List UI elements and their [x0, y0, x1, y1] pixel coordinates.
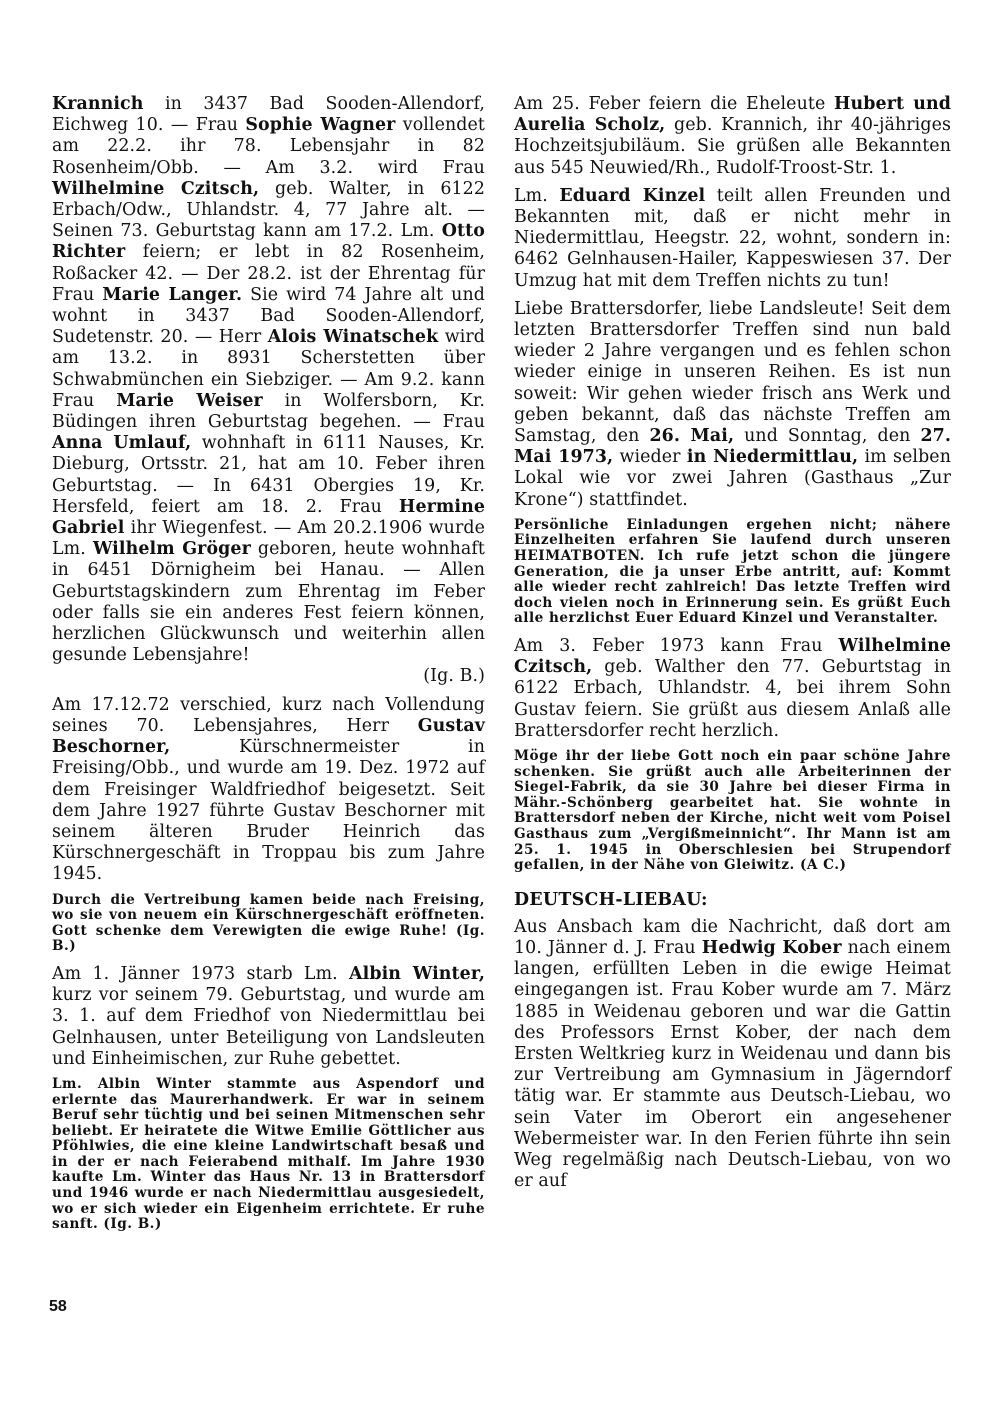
bold-name-text: Gustav Beschorner, [52, 715, 485, 758]
article-paragraph [514, 94, 951, 179]
article-paragraph [514, 749, 951, 874]
paragraph-text: ihr Wiegenfest. — Am 20.2.1906 wurde Lm. [52, 518, 485, 560]
bold-name-text: Krannich [52, 94, 144, 114]
paragraph-text: Lm. Albin Winter stammte aus Aspendorf und erlernte das Maurerhandwerk. Er war in seinem Beruf sehr tüchtig und bei seinen Mitmenschen sehr beliebt. Er heiratete die Witwe Emilie Göttlicher aus Pföhlwies, die eine kleine Landwirtschaft besaß und in der er nach Feierabend mithalf. Im Jahre 1930 kaufte Lm. Winter das Haus Nr. 13 in Brattersdorf und 1946 wurde er nach Niedermittlau ausgesiedelt, wo er sich wieder ein Eigenheim errichtete. Er ruhe sanft. (Ig. B.) [52, 1075, 485, 1233]
bold-name-text: Eduard Kinzel [559, 185, 706, 206]
bold-name-text: Hedwig Kober [701, 937, 842, 958]
paragraph-text: teilt allen Freunden und Bekannten mit, daß er nicht mehr in Niedermittlau, Heegstr. 22, wohnt, sondern in: 6462 Gelnhausen-Hailer, Kappeswiesen 37. Der Umzug hat mit dem Treffen nichts zu tun! [514, 185, 951, 291]
article-paragraph [514, 299, 951, 511]
paragraph-text: Möge ihr der liebe Gott noch ein paar schöne Jahre schenken. Sie grüßt auch alle Arbeiterinnen der Siegel-Fabrik, da sie 30 Jahre bei dieser Firma in Mähr.-Schönberg gearbeitet hat. Sie wohnte in Brattersdorf neben der Kirche, nicht weit vom Poisel Gasthaus zum „Vergißmeinnicht“. Ihr Mann ist am 25. 1. 1945 in Oberschlesien bei Strupendorf gefallen, in der Nähe von Gleiwitz. (A C.) [514, 748, 951, 874]
paragraph-text: feiern; er lebt in 82 Rosenheim, Roßacker 42. — Der 28.2. ist der Ehrentag für Frau [52, 242, 485, 305]
paragraph-text: geb. Walter, in 6122 Erbach/Odw., Uhlandstr. 4, 77 Jahre alt. — Seinen 73. Geburtstag kann am 17.2. Lm. [52, 178, 485, 242]
paragraph-text: geboren, heute wohnhaft in 6451 Dörnigheim bei Hanau. — Allen Geburtstagskindern zum Ehrentag im Feber oder falls sie ein anderes Fest feiern können, herzlichen Glückwunsch und weiterhin allen gesunde Lebensjahre! [52, 539, 485, 666]
paragraph-text: wohnhaft in 6111 Nauses, Kr. Dieburg, Ortsstr. 21, hat am 10. Feber ihren Geburtstag. — In 6431 Obergies 19, Kr. Hersfeld, feiert am 18. 2. Frau [52, 433, 486, 517]
paragraph-text: Durch die Vertreibung kamen beide nach Freising, wo sie von neuem ein Kürschnergeschäft eröffneten. Gott schenke dem Verewigten die ewige Ruhe! (Ig. B.) [52, 891, 485, 955]
bold-name-text: Alois Winatschek [267, 327, 439, 348]
paragraph-text: in Wolfersborn, Kr. Büdingen ihren Geburtstag begehen. — Frau [52, 390, 486, 433]
bold-name-text: DEUTSCH-LIEBAU: [514, 889, 708, 910]
bold-name-text: Wilhelmine Czitsch, [514, 636, 951, 678]
paragraph-text: Lm. [514, 185, 560, 206]
bold-name-text: Albin Winter, [349, 963, 485, 984]
paragraph-text: Am 3. Feber 1973 kann Frau [514, 636, 839, 657]
bold-name-text: Marie Weiser [116, 390, 263, 411]
article-paragraph [514, 917, 951, 1193]
article-paragraph [52, 1077, 485, 1233]
article-paragraph [52, 893, 485, 955]
left-column [52, 94, 485, 1242]
paragraph-text: im selben Lokal wie vor zwei Jahren (Gasthaus „Zur Krone“) stattfindet. [514, 447, 951, 510]
bold-name-text: Sophie Wagner [245, 115, 396, 136]
paragraph-text: Kürschnermeister in Freising/Obb., und wurde am 19. Dez. 1972 auf dem Freisinger Waldfriedhof beigesetzt. Seit dem Jahre 1927 führte Gustav Beschorner mit seinem älteren Bruder Heinrich das Kürschnergeschäft in Troppau bis zum Jahre 1945. [52, 737, 485, 885]
bold-name-text: Anna Umlauf, [52, 433, 192, 454]
bold-name-text: Wilhelm Gröger [92, 539, 251, 560]
article-paragraph [52, 695, 485, 886]
paragraph-text: Am 17.12.72 verschied, kurz nach Vollendung seines 70. Lebensjahres, Herr [52, 694, 485, 736]
paragraph-text: geb. Walther den 77. Geburtstag in 6122 Erbach, Uhlandstr. 4, bei ihrem Sohn Gustav feiern. Sie grüßt aus diesem Anlaß alle Brattersdorfer recht herzlich. [514, 657, 951, 741]
paragraph-text: in 3437 Bad Sooden-Allendorf, Eichweg 10. — Frau [52, 94, 485, 136]
paragraph-text: vollendet am 22.2. ihr 78. Lebensjahr in 82 Rosenheim/Obb. — Am 3.2. wird Frau [52, 115, 485, 178]
bold-name-text: Wilhelmine Czitsch, [52, 178, 260, 199]
paragraph-text: Am 25. Feber feiern die Eheleute [514, 94, 834, 114]
bold-name-text: Hermine Gabriel [52, 496, 485, 539]
paragraph-text: wieder [613, 447, 687, 468]
paragraph-text: wird am 13.2. in 8931 Scherstetten über Schwabmünchen ein Siebziger. — Am 9.2. kann Frau [52, 327, 486, 411]
article-paragraph [52, 964, 485, 1070]
paragraph-text: geb. Krannich, ihr 40-jähriges Hochzeitsjubiläum. Sie grüßen alle Bekannten aus 545 Neuwied/Rh., Rudolf-Troost-Str. 1. [514, 115, 951, 178]
bold-name-text: Otto Richter [52, 221, 485, 263]
right-column [514, 94, 951, 1199]
article-paragraph [52, 94, 485, 688]
paragraph-text: Liebe Brattersdorfer, liebe Landsleute! Seit dem letzten Brattersdorfer Treffen sind nun bald wieder 2 Jahre vergangen und es fehlen schon wieder einige in unseren Reihen. Es ist nun soweit: Wir gehen wieder frisch ans Werk und geben bekannt, daß das nächste Treffen am Samstag, den [514, 298, 951, 447]
paragraph-text: Persönliche Einladungen ergehen nicht; nähere Einzelheiten erfahren Sie laufend durch unseren HEIMATBOTEN. Ich rufe jetzt schon die jüngere Generation, die ja unser Erbe antritt, auf: Kommt alle wieder recht zahlreich! Das letzte Treffen wird doch vielen noch in Erinnerung sein. Es grüßt Euch alle herzlichst Euer Eduard Kinzel und Veranstalter. [514, 516, 951, 627]
bold-name-text: Hubert und Aurelia Scholz, [514, 94, 952, 136]
paragraph-text: und Sonntag, den [734, 426, 921, 447]
paragraph-text: Aus Ansbach kam die Nachricht, daß dort am 10. Jänner d. J. Frau [514, 916, 951, 958]
paragraph-text: Am 1. Jänner 1973 starb Lm. [52, 963, 350, 984]
paragraph-text: kurz vor seinem 79. Geburtstag, und wurde am 3. 1. auf dem Friedhof von Niedermittlau bei Gelnhausen, unter Beteiligung von Landsleuten und Einheimischen, zur Ruhe gebettet. [52, 985, 485, 1069]
page-number: 58 [49, 1298, 67, 1315]
section-heading [514, 890, 951, 911]
bold-name-text: in Niedermittlau, [686, 447, 859, 468]
bold-name-text: Marie Langer. [102, 284, 243, 305]
article-paragraph [514, 518, 951, 627]
paragraph-text: nach einem langen, erfüllten Leben in die ewige Heimat eingegangen ist. Frau Kober wurde am 7. März 1885 in Weidenau geboren und war die Gattin des Professors Ernst Kober, der nach dem Ersten Weltkrieg kurz in Weidenau und dann bis zur Vertreibung am Gymnasium in Jägerndorf tätig war. Er stammte aus Deutsch-Liebau, wo sein Vater im Oberort ein angesehener Webermeister war. In den Ferien führte ihn sein Weg regelmäßig nach Deutsch-Liebau, von wo er auf [514, 937, 951, 1192]
article-paragraph [514, 636, 951, 742]
author-signature: (Ig. B.) [423, 666, 485, 687]
bold-name-text: 27. Mai 1973, [514, 426, 951, 468]
bold-name-text: 26. Mai, [649, 426, 735, 447]
article-paragraph [514, 186, 951, 292]
paragraph-text: Sie wird 74 Jahre alt und wohnt in 3437 Bad Sooden-Allendorf, Sudetenstr. 20. — Herr [52, 284, 485, 348]
